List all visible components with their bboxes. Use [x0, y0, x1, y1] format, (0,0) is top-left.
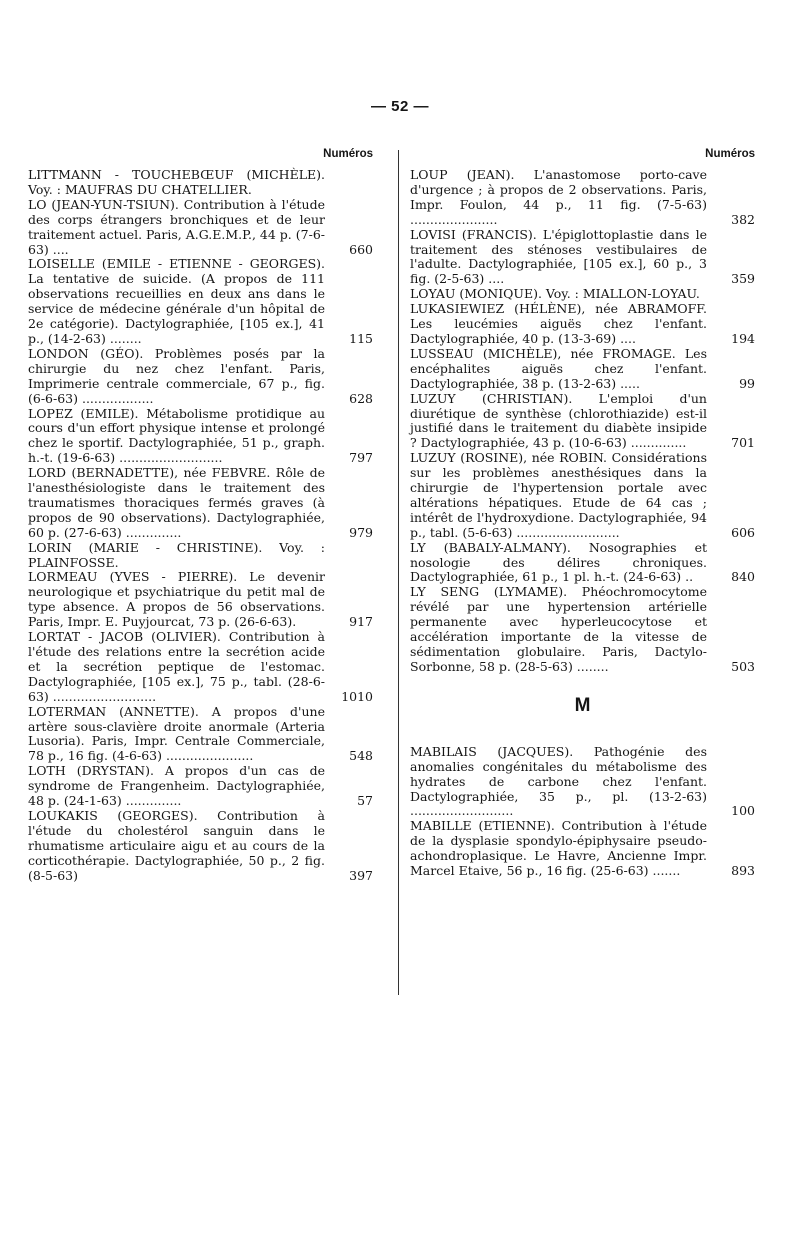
entry-text: LUKASIEWIEZ (HÉLÈNE), née ABRAMOFF. Les leucémies aiguës chez l'enfant. Dactylographiée, 40 p. (13-3-69) ....	[410, 301, 707, 346]
entry-number: 606	[731, 524, 755, 540]
catalog-entry	[410, 168, 755, 228]
entry-text: LORMEAU (YVES - PIERRE). Le devenir neurologique et psychiatrique du petit mal de type absence. A propos de 56 observations. Paris, Impr. E. Puyjourcat, 73 p. (26-6-63).	[28, 569, 325, 630]
entry-number: 1010	[341, 688, 373, 704]
catalog-entry	[410, 451, 755, 540]
catalog-entry	[28, 407, 373, 467]
entry-text: LORTAT - JACOB (OLIVIER). Contribution à l'étude des relations entre la secrétion acide et la secrétion peptique de l'estomac. Dactylographiée, [105 ex.], 75 p., tabl. (28-6-63) ..........................	[28, 629, 325, 704]
entry-number: 397	[349, 867, 373, 883]
catalog-entry	[28, 705, 373, 765]
catalog-entry	[410, 819, 755, 879]
left-column	[28, 146, 373, 884]
section-letter: M	[574, 694, 591, 716]
right-entry-list-m	[410, 745, 755, 879]
catalog-entry	[28, 630, 373, 705]
right-column	[410, 146, 755, 879]
catalog-entry	[410, 392, 755, 452]
entry-text: LOTH (DRYSTAN). A propos d'un cas de syndrome de Frangenheim. Dactylographiée, 48 p. (24-1-63) ..............	[28, 763, 325, 809]
entry-number: 503	[731, 658, 755, 674]
entry-text: LOVISI (FRANCIS). L'épiglottoplastie dans le traitement des sténoses vestibulaires de l'adulte. Dactylographiée, [105 ex.], 60 p., 3 fig. (2-5-63) ....	[410, 226, 707, 287]
numeros-header-right: Numéros	[705, 148, 755, 160]
entry-number: 359	[731, 271, 755, 287]
catalog-entry	[410, 347, 755, 392]
column-divider	[398, 150, 399, 995]
entry-number: 57	[357, 793, 373, 809]
entry-text: LY SENG (LYMAME). Phéochromocytome révélé par une hypertension artérielle permanente avec hyperleucocytose et accélération importante de la vitesse de sédimentation globulaire. Paris, Dactylo-Sorbonne, 58 p. (28-5-63) ........	[410, 584, 707, 674]
entry-number: 382	[731, 211, 755, 227]
left-entry-list	[28, 168, 373, 884]
entry-text: MABILLE (ETIENNE). Contribution à l'étude de la dysplasie spondylo-épiphysaire pseudo-achondroplasique. Le Havre, Ancienne Impr. Marcel Etaive, 56 p., 16 fig. (25-6-63) .......	[410, 818, 707, 879]
entry-text: LO (JEAN-YUN-TSIUN). Contribution à l'étude des corps étrangers bronchiques et de leur traitement actuel. Paris, A.G.E.M.P., 44 p. (7-6-63) ....	[28, 196, 325, 257]
entry-text: LOUP (JEAN). L'anastomose porto-cave d'urgence ; à propos de 2 observations. Paris, Impr. Foulon, 44 p., 11 fig. (7-5-63) ......................	[410, 167, 707, 227]
entry-text: LY (BABALY-ALMANY). Nosographies et nosologie des délires chroniques. Dactylographiée, 61 p., 1 pl. h.-t. (24-6-63) ..	[410, 539, 707, 585]
entry-number: 194	[731, 330, 755, 346]
right-entry-list	[410, 168, 755, 675]
entry-number: 548	[349, 748, 373, 764]
numeros-header-left: Numéros	[323, 148, 373, 160]
catalog-entry	[28, 257, 373, 346]
catalog-entry	[28, 198, 373, 258]
entry-number: 797	[349, 450, 373, 466]
catalog-entry	[28, 570, 373, 630]
entry-text: LOISELLE (EMILE - ETIENNE - GEORGES). La tentative de suicide. (A propos de 111 observations recueillies en deux ans dans le service de médecine générale d'un hôpital de 2e catégorie). Dactylographiée, [105 ex.], 41 p., (14-2-63) ........	[28, 256, 325, 346]
entry-number: 660	[349, 241, 373, 257]
catalog-entry	[28, 347, 373, 407]
entry-number: 628	[349, 390, 373, 406]
entry-number: 979	[349, 524, 373, 540]
entry-text: LUSSEAU (MICHÈLE), née FROMAGE. Les encéphalites aiguës chez l'enfant. Dactylographiée, 38 p. (13-2-63) .....	[410, 345, 707, 391]
entry-text: LORD (BERNADETTE), née FEBVRE. Rôle de l'anesthésiologiste dans le traitement des traumatismes thoraciques fermés graves (à propos de 90 observations). Dactylographiée, 60 p. (27-6-63) ..............	[28, 465, 325, 540]
entry-number: 99	[739, 375, 755, 391]
entry-text: LITTMANN - TOUCHEBŒUF (MICHÈLE). Voy. : MAUFRAS DU CHATELLIER.	[28, 167, 325, 197]
catalog-entry	[28, 809, 373, 884]
entry-number: 917	[349, 614, 373, 630]
entry-text: LUZUY (ROSINE), née ROBIN. Considérations sur les problèmes anesthésiques dans la chirurgie de l'hypertension portale avec altérations hépatiques. Etude de 64 cas ; intérêt de l'hydroxydione. Dactylographiée, 94 p., tabl. (5-6-63) ..........................	[410, 450, 707, 540]
entry-number: 701	[731, 435, 755, 451]
catalog-entry	[410, 745, 755, 820]
entry-number: 840	[731, 569, 755, 585]
catalog-entry	[28, 466, 373, 541]
entry-text: LORIN (MARIE - CHRISTINE). Voy. : PLAINFOSSE.	[28, 539, 325, 570]
entry-text: LOPEZ (EMILE). Métabolisme protidique au cours d'un effort physique intense et prolongé chez le sportif. Dactylographiée, 51 p., graph. h.-t. (19-6-63) ..........................	[28, 405, 325, 466]
entry-text: LOYAU (MONIQUE). Voy. : MIALLON-LOYAU.	[410, 286, 700, 302]
entry-text: LOTERMAN (ANNETTE). A propos d'une artère sous-clavière droite anormale (Arteria Lusoria). Paris, Impr. Centrale Commerciale, 78 p., 16 fig. (4-6-63) ......................	[28, 703, 325, 764]
entry-text: LOUKAKIS (GEORGES). Contribution à l'étude du cholestérol sanguin dans le rhumatisme articulaire aigu et au cours de la corticothérapie. Dactylographiée, 50 p., 2 fig. (8-5-63)	[28, 807, 325, 883]
entry-text: LUZUY (CHRISTIAN). L'emploi d'un diurétique de synthèse (chlorothiazide) est-il justifié dans le traitement du diabète insipide ? Dactylographiée, 43 p. (10-6-63) ..............	[410, 390, 707, 451]
catalog-entry	[410, 302, 755, 347]
page-number: — 52 —	[370, 98, 430, 115]
entry-number: 100	[731, 803, 755, 819]
catalog-entry	[28, 168, 373, 198]
catalog-entry	[410, 585, 755, 674]
entry-number: 115	[349, 330, 373, 346]
catalog-entry	[410, 287, 755, 302]
entry-text: MABILAIS (JACQUES). Pathogénie des anomalies congénitales du métabolisme des hydrates de carbone chez l'enfant. Dactylographiée, 35 p., pl. (13-2-63) ..........................	[410, 743, 707, 819]
catalog-entry	[410, 228, 755, 288]
entry-number: 893	[731, 863, 755, 879]
entry-text: LONDON (GÉO). Problèmes posés par la chirurgie du nez chez l'enfant. Paris, Imprimerie centrale commerciale, 67 p., fig. (6-6-63) ..................	[28, 345, 325, 406]
catalog-entry	[410, 541, 755, 586]
catalog-entry	[28, 541, 373, 571]
catalog-entry	[28, 764, 373, 809]
